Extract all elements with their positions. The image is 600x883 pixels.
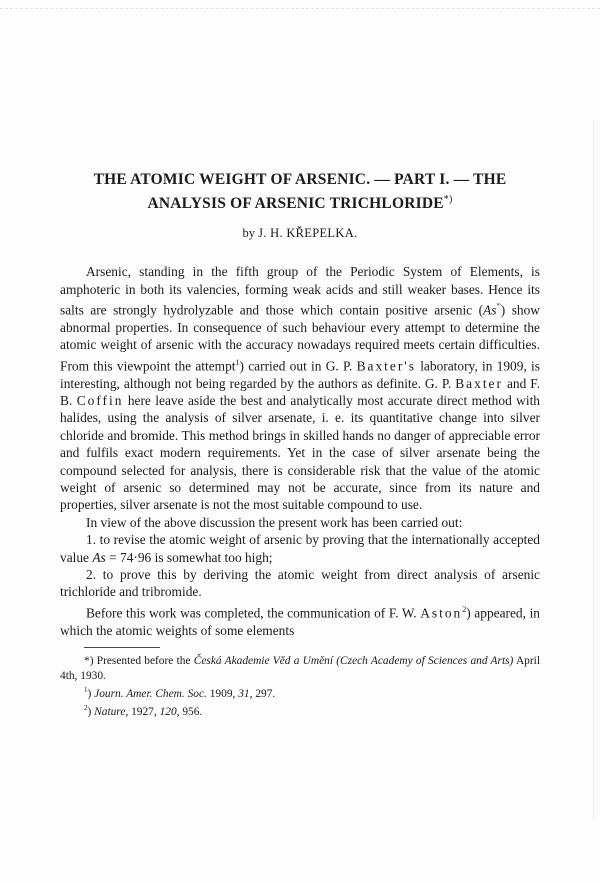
author-name: J. H. KŘEPELKA.: [258, 226, 358, 241]
title-line-2: ANALYSIS OF ARSENIC TRICHLORIDE: [147, 195, 444, 213]
footnote-1-page: 297.: [252, 687, 276, 700]
author-baxter-2: Baxter: [455, 375, 503, 391]
p1-text-b: ) show abnormal properties. In consequence of such behaviour every attempt to determine the atomic weight of arsenic with the accuracy nowadays required meets certain difficulties. From this viewpoint the attempt: [60, 302, 540, 374]
footnote-1-marker: 1: [84, 685, 88, 694]
author-aston: Aston: [420, 605, 463, 621]
p1-text-a: Arsenic, standing in the fifth group of the Periodic System of Elements, is amphoteric in both its valencies, forming weak acids and still weaker bases. Hence its salts are strongly hydrolyzable and those which contain positive arsenic (: [60, 264, 540, 318]
list-item-1: [60, 531, 540, 566]
p3-text-b: ) appeared, in which the atomic weights of some elements: [60, 605, 540, 638]
paper-title: [60, 170, 540, 214]
footnote-2-journal: Nature,: [94, 705, 129, 718]
footnote-star-academy: Česká Akademie Věd a Umění (Czech Academy of Sciences and Arts): [193, 655, 514, 668]
footnote-star-text-a: Presented before the: [93, 655, 194, 668]
footnote-2-volume: 120,: [159, 705, 180, 718]
byline-prefix: by: [242, 226, 256, 241]
footnote-1-volume: 31,: [238, 687, 253, 700]
arsenic-valency: ''': [496, 301, 501, 311]
footnote-1: $^1$) Journ. Amer. Chem. Soc. 1909, 31, 297.: [84, 685, 276, 700]
author-coffin: Coffin: [76, 392, 124, 408]
scan-right-edge: [593, 120, 594, 820]
p1-text-d: laboratory, in 1909, is interesting, although not being regarded by the authors as definite. G. P.: [60, 358, 540, 391]
p3-text-a: Before this work was completed, the communication of F. W.: [86, 605, 421, 621]
paragraph-1: [60, 263, 540, 514]
footnote-ref-1: 1: [235, 357, 240, 367]
list-item-2: 2. to prove this by deriving the atomic weight from direct analysis of arsenic trichloride and tribromide.: [60, 567, 540, 600]
footnote-star-marker: *): [84, 655, 94, 668]
footnotes: [60, 654, 540, 719]
footnote-2-year: 1927,: [128, 705, 160, 718]
footnote-star-date: April 4th, 1930.: [60, 655, 540, 682]
p1-text-c: ) carried out in G. P.: [239, 358, 357, 374]
byline: [60, 226, 540, 241]
title-footnote-marker: *): [443, 194, 453, 205]
paper-page: [60, 170, 540, 719]
paragraph-3: [60, 601, 540, 639]
arsenic-symbol: As: [483, 302, 497, 318]
footnote-1-journal: Journ. Amer. Chem. Soc.: [94, 687, 207, 700]
p1-text-e: and F. B.: [60, 375, 540, 408]
footnote-rule: [84, 647, 160, 648]
footnote-star: [60, 654, 540, 683]
footnote-1-year: 1909,: [206, 687, 239, 700]
footnote-2: $^2$) Nature, 1927, 120, 956.: [84, 704, 203, 718]
footnote-2-page: 956.: [179, 705, 203, 718]
title-line-1: THE ATOMIC WEIGHT OF ARSENIC. — PART I. — THE: [93, 171, 507, 188]
item1-text-b: = 74·96 is somewhat too high;: [105, 549, 273, 565]
p1-text-f: here leave aside the best and analytically most accurate direct method with halides, using the analysis of silver arsenate, i. e. its quantitative change into silver chloride and bromide. This method brings in skilled hands no danger of appreciable error and fulfils exact modern requirements. Yet in the case of silver arsenate being the compound selected for analysis, there is considerable risk that the value of the atomic weight of arsenic so determined may not be accurate, since from its nature and properties, silver arsenate is not the most suitable compound to use.: [60, 392, 540, 513]
footnote-ref-2: 2: [462, 604, 467, 614]
body-text: [60, 263, 540, 639]
author-baxter: Baxter's: [356, 358, 416, 374]
item1-text-a: 1. to revise the atomic weight of arsenic by proving that the internationally accepted value: [60, 532, 540, 565]
paragraph-2: In view of the above discussion the present work has been carried out:: [86, 514, 463, 530]
scan-top-edge: [0, 8, 600, 9]
arsenic-symbol-2: As: [92, 549, 106, 565]
footnote-2-marker: 2: [84, 704, 88, 713]
